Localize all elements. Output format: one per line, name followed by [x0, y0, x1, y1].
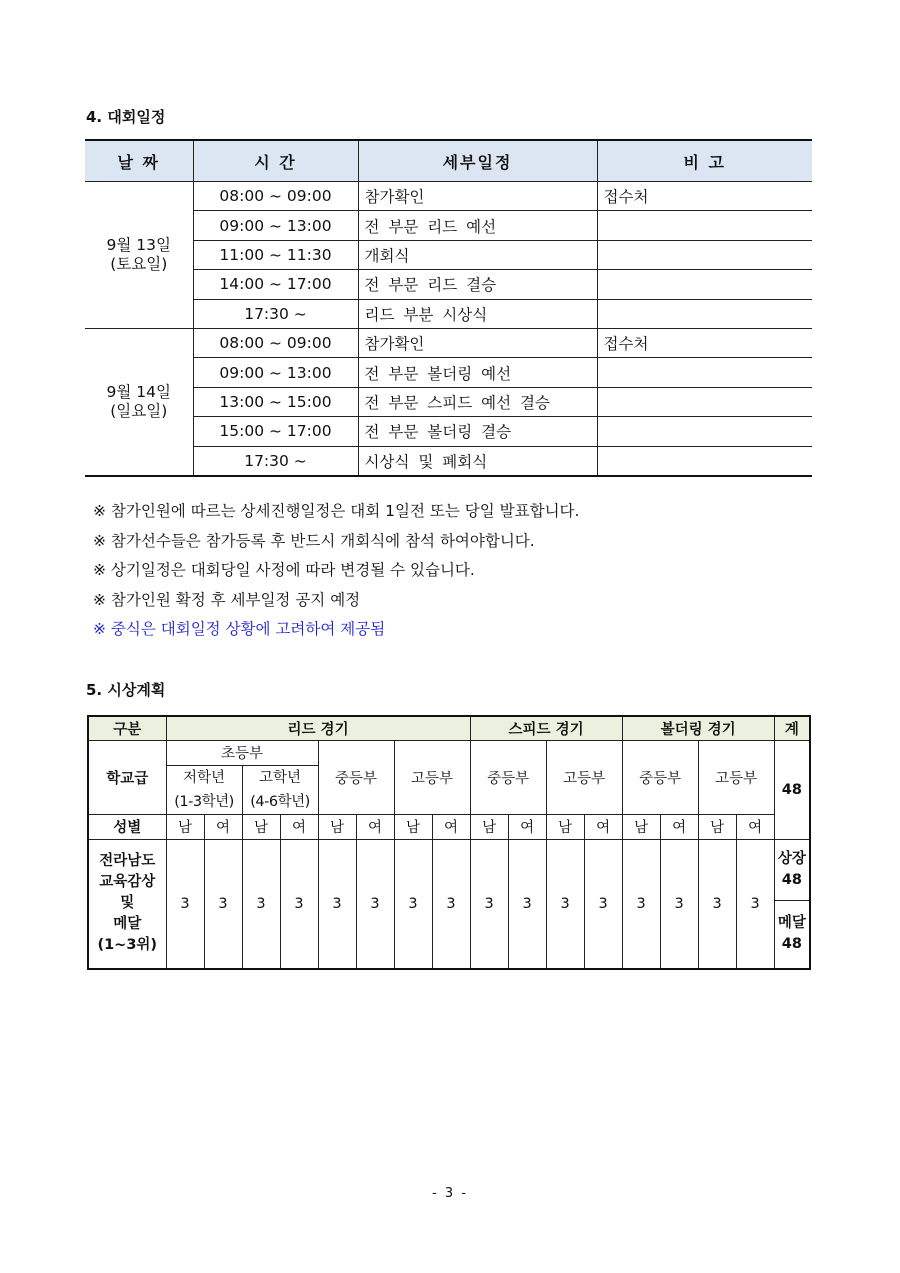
award-label-line: (1~3위) [97, 937, 158, 953]
gender-male: 남 [546, 814, 584, 839]
award-row-1 [88, 839, 810, 900]
award-label-line: 및 [120, 895, 135, 911]
time-cell: 17:30 ~ [193, 299, 358, 328]
detail-cell: 전 부문 볼더링 예선 [358, 358, 597, 387]
detail-cell: 전 부문 리드 예선 [358, 211, 597, 240]
time-cell: 15:00 ~ 17:00 [193, 417, 358, 446]
note-cell [597, 299, 812, 328]
note-cell [597, 240, 812, 269]
gender-male: 남 [394, 814, 432, 839]
school-level-row-1 [88, 740, 810, 765]
header-total: 계 [774, 716, 810, 740]
gender-male: 남 [698, 814, 736, 839]
header-speed: 스피드 경기 [470, 716, 622, 740]
gender-male: 남 [470, 814, 508, 839]
gender-female: 여 [508, 814, 546, 839]
note-line-highlight: ※ 중식은 대회일정 상황에 고려하여 제공됨 [93, 620, 386, 638]
award-count: 3 [508, 839, 546, 969]
schedule-header-row [85, 140, 812, 182]
gender-female: 여 [584, 814, 622, 839]
total-value: 48 [774, 740, 810, 839]
speed-high: 고등부 [546, 740, 622, 814]
award-count: 3 [622, 839, 660, 969]
gender-row [88, 814, 810, 839]
gender-female: 여 [356, 814, 394, 839]
lead-middle: 중등부 [318, 740, 394, 814]
day1-date-line1: 9월 13일 [106, 235, 171, 254]
time-cell: 11:00 ~ 11:30 [193, 240, 358, 269]
day2-date-line2: (일요일) [110, 401, 168, 420]
header-detail: 세부일정 [358, 140, 597, 182]
day1-date [85, 182, 193, 329]
speed-middle: 중등부 [470, 740, 546, 814]
award-count: 3 [242, 839, 280, 969]
award-label-line: 메달 [113, 916, 142, 932]
section-4-title: 4. 대회일정 [86, 108, 166, 126]
note-line: ※ 참가선수들은 참가등록 후 반드시 개회식에 참석 하여야합니다. [93, 531, 535, 550]
table-row [85, 358, 812, 387]
gender-male: 남 [318, 814, 356, 839]
gender-female: 여 [280, 814, 318, 839]
gender-female: 여 [736, 814, 774, 839]
note-cell: 접수처 [597, 182, 812, 211]
time-cell: 08:00 ~ 09:00 [193, 182, 358, 211]
table-row [85, 182, 812, 211]
award-label-line: 교육감상 [99, 874, 156, 890]
upper-grade-label: 고학년 [242, 765, 318, 790]
award-count: 3 [204, 839, 242, 969]
lower-grade-range: (1-3학년) [166, 790, 242, 815]
school-level-label: 학교급 [88, 740, 166, 814]
note-cell [597, 417, 812, 446]
award-count: 3 [660, 839, 698, 969]
detail-cell: 전 부문 스피드 예선 결승 [358, 387, 597, 416]
prize-value: 48 [781, 871, 802, 888]
lead-high: 고등부 [394, 740, 470, 814]
note-cell [597, 358, 812, 387]
medal-label: 메달 [777, 915, 806, 932]
table-row [85, 270, 812, 299]
table-row [85, 299, 812, 328]
time-cell: 14:00 ~ 17:00 [193, 270, 358, 299]
table-row [85, 387, 812, 416]
award-count: 3 [166, 839, 204, 969]
detail-cell: 참가확인 [358, 182, 597, 211]
header-note: 비 고 [597, 140, 812, 182]
gender-female: 여 [660, 814, 698, 839]
gender-label: 성별 [88, 814, 166, 839]
table-row [85, 417, 812, 446]
table-row [85, 328, 812, 357]
medal-value: 48 [781, 936, 802, 953]
award-count: 3 [698, 839, 736, 969]
detail-cell: 전 부문 리드 결승 [358, 270, 597, 299]
award-count: 3 [356, 839, 394, 969]
section-5-title: 5. 시상계획 [86, 681, 166, 699]
time-cell: 09:00 ~ 13:00 [193, 211, 358, 240]
note-line: ※ 참가인원에 따르는 상세진행일정은 대회 1일전 또는 당일 발표합니다. [93, 502, 580, 520]
schedule-notes [93, 497, 579, 645]
award-count: 3 [318, 839, 356, 969]
table-row [85, 211, 812, 240]
note-line: ※ 참가인원 확정 후 세부일정 공지 예정 [93, 590, 361, 609]
day2-date [85, 328, 193, 475]
note-cell: 접수처 [597, 328, 812, 357]
note-cell [597, 211, 812, 240]
table-row [85, 446, 812, 476]
header-category: 구분 [88, 716, 166, 740]
detail-cell: 리드 부분 시상식 [358, 299, 597, 328]
detail-cell: 개회식 [358, 240, 597, 269]
award-label [88, 839, 166, 969]
note-line: ※ 상기일정은 대회당일 사정에 따라 변경될 수 있습니다. [93, 561, 475, 579]
award-count: 3 [432, 839, 470, 969]
note-cell [597, 446, 812, 476]
time-cell: 08:00 ~ 09:00 [193, 328, 358, 357]
award-count: 3 [470, 839, 508, 969]
header-date: 날 짜 [85, 140, 193, 182]
bouldering-middle: 중등부 [622, 740, 698, 814]
header-bouldering: 볼더링 경기 [622, 716, 774, 740]
medal-total [774, 900, 810, 968]
award-count: 3 [280, 839, 318, 969]
schedule-table [85, 139, 812, 477]
award-label-line: 전라남도 [99, 853, 156, 869]
gender-male: 남 [166, 814, 204, 839]
gender-male: 남 [242, 814, 280, 839]
header-time: 시 간 [193, 140, 358, 182]
page-number: - 3 - [432, 1186, 468, 1201]
elementary-label: 초등부 [166, 740, 318, 765]
prize-label: 상장 [777, 850, 806, 867]
day2-date-line1: 9월 14일 [106, 382, 171, 401]
prize-total [774, 839, 810, 900]
header-lead: 리드 경기 [166, 716, 470, 740]
gender-female: 여 [204, 814, 242, 839]
lower-grade-label: 저학년 [166, 765, 242, 790]
time-cell: 13:00 ~ 15:00 [193, 387, 358, 416]
gender-male: 남 [622, 814, 660, 839]
awards-table [87, 715, 811, 970]
award-count: 3 [736, 839, 774, 969]
detail-cell: 전 부문 볼더링 결승 [358, 417, 597, 446]
upper-grade-range: (4-6학년) [242, 790, 318, 815]
detail-cell: 시상식 및 폐회식 [358, 446, 597, 476]
note-cell [597, 270, 812, 299]
table-row [85, 240, 812, 269]
detail-cell: 참가확인 [358, 328, 597, 357]
gender-female: 여 [432, 814, 470, 839]
note-cell [597, 387, 812, 416]
award-count: 3 [584, 839, 622, 969]
award-count: 3 [546, 839, 584, 969]
time-cell: 17:30 ~ [193, 446, 358, 476]
awards-header-row [88, 716, 810, 740]
day1-date-line2: (토요일) [110, 254, 168, 273]
time-cell: 09:00 ~ 13:00 [193, 358, 358, 387]
award-count: 3 [394, 839, 432, 969]
bouldering-high: 고등부 [698, 740, 774, 814]
